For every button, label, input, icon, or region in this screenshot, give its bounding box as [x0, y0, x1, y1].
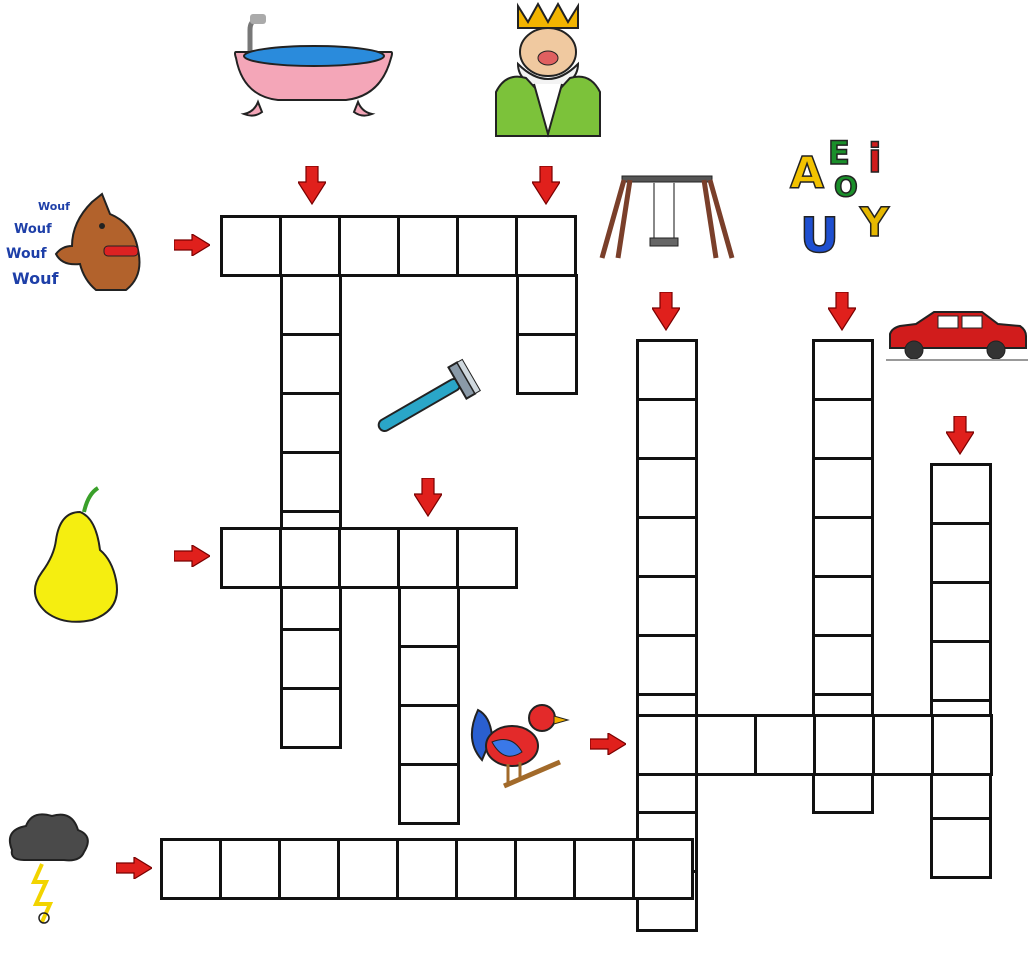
grid-cell[interactable] — [279, 527, 341, 589]
svg-text:U: U — [800, 208, 839, 258]
grid-cell[interactable] — [930, 522, 992, 584]
svg-text:Y: Y — [860, 200, 889, 246]
grid-cell[interactable] — [280, 392, 342, 454]
svg-text:E: E — [828, 134, 850, 172]
grid-cell[interactable] — [220, 215, 282, 277]
grid-cell[interactable] — [278, 838, 340, 900]
grid-cell[interactable] — [338, 215, 400, 277]
grid-cell[interactable] — [636, 339, 698, 401]
grid-cell[interactable] — [516, 274, 578, 336]
swing-icon — [598, 172, 736, 262]
grid-cell[interactable] — [632, 838, 694, 900]
svg-text:A: A — [790, 148, 825, 199]
grid-cell[interactable] — [636, 634, 698, 696]
down-arrow-icon — [414, 478, 442, 518]
grid-cell[interactable] — [219, 838, 281, 900]
grid-cell[interactable] — [930, 463, 992, 525]
grid-cell[interactable] — [279, 215, 341, 277]
grid-cell[interactable] — [455, 838, 517, 900]
down-arrow-icon — [652, 292, 680, 332]
svg-text:i: i — [868, 136, 882, 182]
down-arrow-icon — [532, 166, 560, 206]
grid-cell[interactable] — [812, 339, 874, 401]
grid-cell[interactable] — [930, 817, 992, 879]
right-arrow-icon — [174, 545, 210, 567]
grid-cell[interactable] — [516, 333, 578, 395]
grid-cell[interactable] — [812, 575, 874, 637]
razor-icon — [362, 356, 494, 444]
grid-cell[interactable] — [397, 527, 459, 589]
bathtub-icon — [228, 12, 398, 122]
grid-cell[interactable] — [514, 838, 576, 900]
grid-cell[interactable] — [573, 838, 635, 900]
svg-text:Wouf: Wouf — [12, 269, 59, 288]
grid-cell[interactable] — [456, 215, 518, 277]
svg-text:Wouf: Wouf — [38, 200, 70, 213]
bird-icon — [464, 692, 572, 800]
right-arrow-icon — [174, 234, 210, 256]
grid-cell[interactable] — [754, 714, 816, 776]
svg-text:Wouf: Wouf — [6, 246, 47, 262]
svg-text:Wouf: Wouf — [14, 222, 52, 237]
vowels-icon — [786, 128, 906, 258]
grid-cell[interactable] — [872, 714, 934, 776]
grid-cell[interactable] — [812, 398, 874, 460]
grid-cell[interactable] — [398, 586, 460, 648]
grid-cell[interactable] — [398, 645, 460, 707]
grid-cell[interactable] — [812, 516, 874, 578]
king-icon — [488, 2, 608, 138]
grid-cell[interactable] — [280, 628, 342, 690]
down-arrow-icon — [828, 292, 856, 332]
grid-cell[interactable] — [813, 714, 875, 776]
right-arrow-icon — [116, 857, 152, 879]
grid-cell[interactable] — [515, 215, 577, 277]
grid-cell[interactable] — [280, 333, 342, 395]
car-icon — [886, 308, 1028, 364]
grid-cell[interactable] — [636, 398, 698, 460]
grid-cell[interactable] — [398, 704, 460, 766]
grid-cell[interactable] — [337, 838, 399, 900]
grid-cell[interactable] — [695, 714, 757, 776]
grid-cell[interactable] — [398, 763, 460, 825]
grid-cell[interactable] — [930, 581, 992, 643]
right-arrow-icon — [590, 733, 626, 755]
grid-cell[interactable] — [220, 527, 282, 589]
barking-dog-icon — [2, 188, 150, 294]
grid-cell[interactable] — [931, 714, 993, 776]
grid-cell[interactable] — [812, 457, 874, 519]
grid-cell[interactable] — [636, 516, 698, 578]
grid-cell[interactable] — [280, 274, 342, 336]
storm-cloud-icon — [2, 806, 94, 934]
down-arrow-icon — [946, 416, 974, 456]
grid-cell[interactable] — [280, 451, 342, 513]
grid-cell[interactable] — [812, 634, 874, 696]
grid-cell[interactable] — [397, 215, 459, 277]
grid-cell[interactable] — [160, 838, 222, 900]
pear-icon — [22, 486, 126, 626]
grid-cell[interactable] — [636, 714, 698, 776]
grid-cell[interactable] — [636, 457, 698, 519]
grid-cell[interactable] — [636, 575, 698, 637]
svg-text:O: O — [834, 170, 858, 203]
grid-cell[interactable] — [396, 838, 458, 900]
down-arrow-icon — [298, 166, 326, 206]
grid-cell[interactable] — [338, 527, 400, 589]
grid-cell[interactable] — [280, 687, 342, 749]
grid-cell[interactable] — [456, 527, 518, 589]
grid-cell[interactable] — [930, 640, 992, 702]
